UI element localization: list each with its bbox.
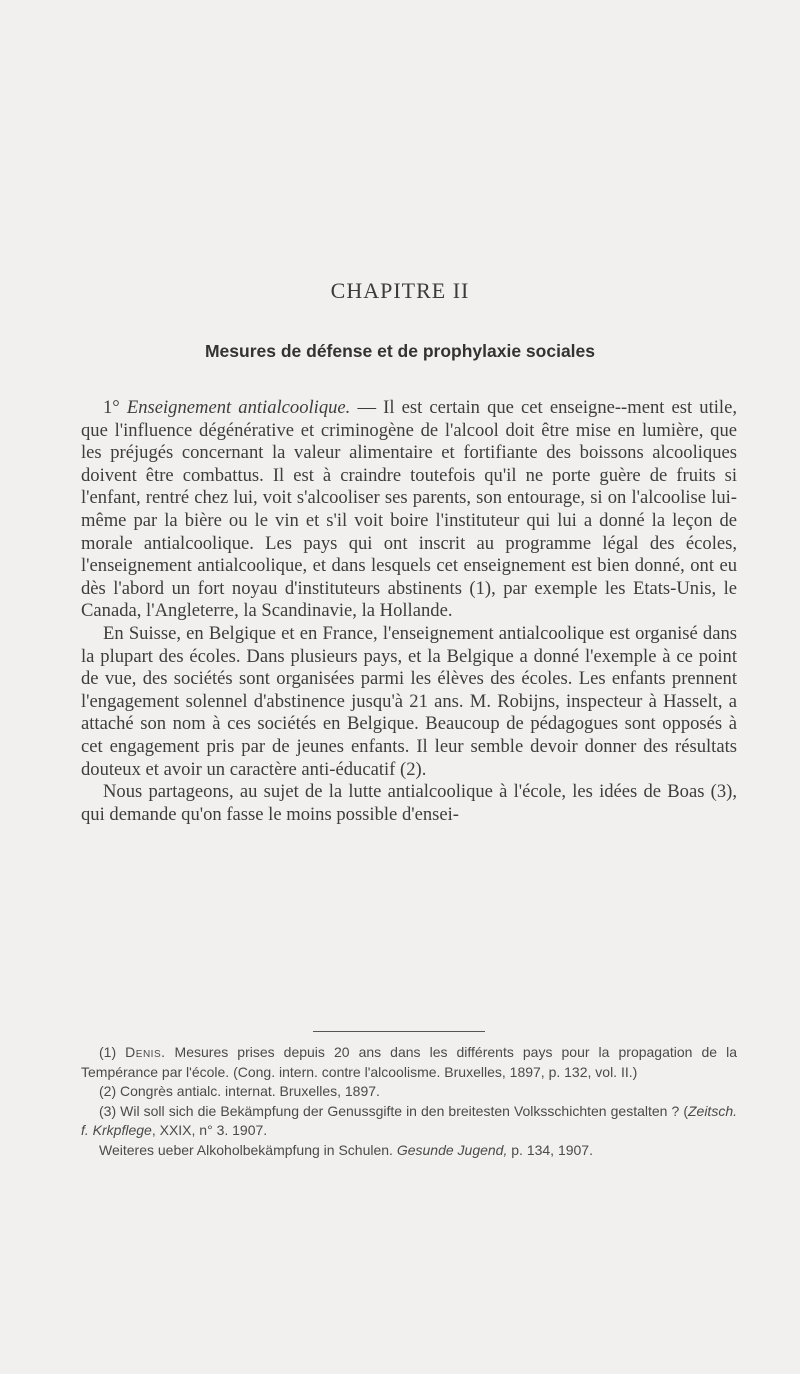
footnote-4-journal: Gesunde Jugend,	[396, 1141, 508, 1158]
paragraph-1-heading: Enseignement antialcoolique.	[126, 397, 351, 418]
footnote-3-text: (3) Wil soll sich die Bekämpfung der Genussgifte in den breitesten Volksschichten gestalten ? (	[99, 1102, 688, 1119]
footnotes	[81, 1043, 737, 1161]
footnote-1-author: Denis.	[125, 1044, 166, 1060]
paragraph-2: En Suisse, en Belgique et en France, l'enseignement antialcoolique est organisé dans la plupart des écoles. Dans plusieurs pays, et la Belgique a donné l'exemple à ce point de vue, des sociétés sont organisées parmi les élèves des écoles. Les enfants prennent l'engagement solennel d'abstinence jusqu'à 21 ans. M. Robijns, inspecteur à Hasselt, a attaché son nom à ces sociétés en Belgique. Beaucoup de pédagogues sont opposés à cet engagement pris par de jeunes enfants. Il leur semble devoir donner des résultats douteux et avoir un caractère anti-éducatif (2).	[81, 622, 737, 780]
footnote-4	[81, 1141, 737, 1161]
paragraph-3: Nous partageons, au sujet de la lutte antialcoolique à l'école, les idées de Boas (3), qui demande qu'on fasse le moins possible d'ensei-	[81, 781, 737, 825]
footnote-divider	[313, 1031, 485, 1032]
footnote-1-number: (1)	[99, 1044, 117, 1060]
paragraph-1-text: — Il est certain que cet enseigne--ment est utile, que l'influence dégénérative et criminogène de l'alcool doit être mise en lumière, que les préjugés concernant la valeur alimentaire et fortifiante des boissons alcooliques doivent être combattus. Il est à craindre toutefois qu'il ne porte guère de fruits si l'enfant, rentré chez lui, voit s'alcooliser ses parents, son entourage, si on l'alcoolise lui-même par la bière ou le vin et s'il voit boire l'instituteur qui lui a donné la leçon de morale antialcoolique. Les pays qui ont inscrit au programme légal des écoles, l'enseignement antialcoolique, et dans lesquels cet enseignement est bien donné, ont eu dès l'abord un fort noyau d'instituteurs abstinents (1), par exemple les Etats-Unis, le Canada, l'Angleterre, la Scandinavie, la Hollande.	[81, 397, 738, 622]
footnote-3-journal: Zeitsch. f. Krkpflege	[81, 1102, 737, 1139]
body-text	[81, 397, 737, 826]
footnote-3	[81, 1102, 737, 1141]
paragraph-1	[81, 397, 737, 623]
footnote-4-end: p. 134, 1907.	[507, 1141, 593, 1158]
footnote-4-text: Weiteres ueber Alkoholbekämpfung in Schulen.	[99, 1141, 397, 1158]
footnote-1	[81, 1043, 737, 1082]
footnote-1-text: Mesures prises depuis 20 ans dans les différents pays pour la propagation de la Tempérance par l'école. (Cong. intern. contre l'alcoolisme. Bruxelles, 1897, p. 132, vol. II.)	[81, 1044, 737, 1080]
section-title: Mesures de défense et de prophylaxie sociales	[204, 341, 596, 361]
chapter-title: CHAPITRE II	[330, 278, 470, 303]
footnote-3-end: , XXIX, n° 3. 1907.	[151, 1122, 268, 1139]
paragraph-1-number: 1°	[103, 397, 120, 418]
footnote-2: (2) Congrès antialc. internat. Bruxelles, 1897.	[99, 1083, 380, 1100]
